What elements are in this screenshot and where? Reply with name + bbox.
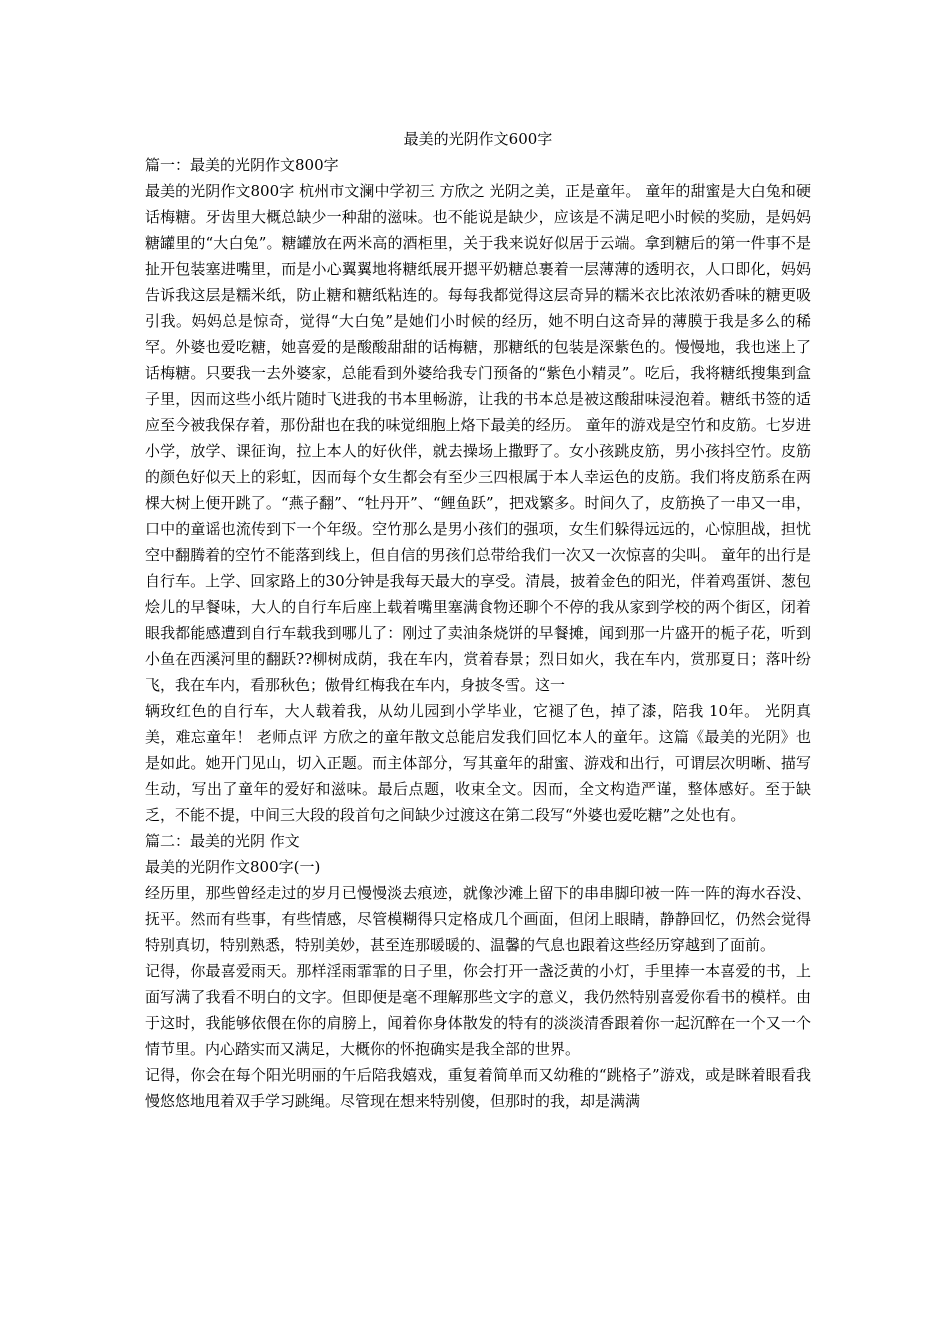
document-title: 最美的光阴作文600字 <box>403 130 553 148</box>
section-2-paragraph-1: 经历里，那些曾经走过的岁月已慢慢淡去痕迹，就像沙滩上留下的串串脚印被一阵一阵的海水吞没、抚平。然而有些事，有些情感，尽管模糊得只定格成几个画面，但闭上眼睛，静静回忆，仍然会觉得特别真切，特别熟悉，特别美妙，甚至连那暖暖的、温馨的气息也跟着这些经历穿越到了面前。 <box>145 884 811 954</box>
section-2-heading: 篇二：最美的光阴 作文 <box>145 832 300 850</box>
section-2-paragraph-2: 记得，你最喜爱雨天。那样淫雨霏霏的日子里，你会打开一盏泛黄的小灯，手里捧一本喜爱的书，上面写满了我看不明白的文字。但即便是毫不理解那些文字的意义，我仍然特别喜爱你看书的模样。由于这时，我能够依偎在你的肩膀上，闻着你身体散发的特有的淡淡清香跟着你一起沉醉在一个又一个情节里。内心踏实而又满足，大概你的怀抱确实是我全部的世界。 <box>145 962 811 1058</box>
section-2-subheading: 最美的光阴作文800字(一) <box>145 858 321 876</box>
section-1-paragraph-1: 最美的光阴作文800字 杭州市文澜中学初三 方欣之 光阴之美，正是童年。 童年的甜蜜是大白兔和硬话梅糖。牙齿里大概总缺少一种甜的滋味。也不能说是缺少，应该是不满足吧小时候的奖励，是妈妈糖罐里的“大白兔”。糖罐放在两米高的酒柜里，关于我来说好似居于云端。拿到糖后的第一件事不是扯开包装塞进嘴里，而是小心翼翼地将糖纸展开摁平奶糖总裹着一层薄薄的透明衣，人口即化，妈妈告诉我这层是糯米纸，防止糖和糖纸粘连的。每每我都觉得这层奇异的糯米衣比浓浓奶香味的糖更吸引我。妈妈总是惊奇，觉得“大白兔”是她们小时候的经历，她不明白这奇异的薄膜于我是多么的稀罕。外婆也爱吃糖，她喜爱的是酸酸甜甜的话梅糖，那糖纸的包装是深紫色的。慢慢地，我也迷上了话梅糖。只要我一去外婆家，总能看到外婆给我专门预备的“紫色小精灵”。吃后，我将糖纸搜集到盒子里，因而这些小纸片随时飞进我的书本里畅游，让我的书本总是被这酸甜味浸泡着。糖纸书签的适应至今被我保存着，那份甜也在我的味觉细胞上烙下最美的经历。 童年的游戏是空竹和皮筋。七岁进小学，放学、课征询，拉上本人的好伙伴，就去操场上撒野了。女小孩跳皮筋，男小孩抖空竹。皮筋的颜色好似天上的彩虹，因而每个女生都会有至少三四根属于本人幸运色的皮筋。我们将皮筋系在两棵大树上便开跳了。“燕子翻”、“牡丹开”、“鲤鱼跃”，把戏繁多。时间久了，皮筋换了一串又一串，口中的童谣也流传到下一个年级。空竹那么是男小孩们的强项，女生们躲得远远的，心惊胆战，担忧空中翻腾着的空竹不能落到线上，但自信的男孩们总带给我们一次又一次惊喜的尖叫。 童年的出行是自行车。上学、回家路上的30分钟是我每天最大的享受。清晨，披着金色的阳光，伴着鸡蛋饼、葱包烩儿的早餐味，大人的自行车后座上载着嘴里塞满食物还聊个不停的我从家到学校的两个街区，闭着眼我都能感遭到自行车载我到哪儿了：刚过了卖油条烧饼的早餐摊，闻到那一片盛开的栀子花，听到小鱼在西溪河里的翻跃??柳树成荫，我在车内，赏着春景；烈日如火，我在车内，赏那夏日；落叶纷飞，我在车内，看那秋色；傲骨红梅我在车内，身披冬雪。这一 <box>145 182 811 694</box>
section-1-paragraph-2: 辆玫红色的自行车，大人载着我，从幼儿园到小学毕业，它褪了色，掉了漆，陪我 10年。 光阴真美，难忘童年！ 老师点评 方欣之的童年散文总能启发我们回忆本人的童年。这篇《最美的光阴》也是如此。她开门见山，切入正题。而主体部分，写其童年的甜蜜、游戏和出行，可谓层次明晰、描写生动，写出了童年的爱好和滋味。最后点题，收束全文。因而，全文构造严谨，整体感好。至于缺乏，不能不提，中间三大段的段首句之间缺少过渡这在第二段写“外婆也爱吃糖”之处也有。 <box>145 702 811 824</box>
section-2-paragraph-3: 记得，你会在每个阳光明丽的午后陪我嬉戏，重复着简单而又幼稚的“跳格子”游戏，或是眯着眼看我慢悠悠地甩着双手学习跳绳。尽管现在想来特别傻，但那时的我，却是满满 <box>145 1066 811 1110</box>
section-1-heading: 篇一：最美的光阴作文800字 <box>145 156 339 174</box>
document-page <box>145 126 811 1114</box>
